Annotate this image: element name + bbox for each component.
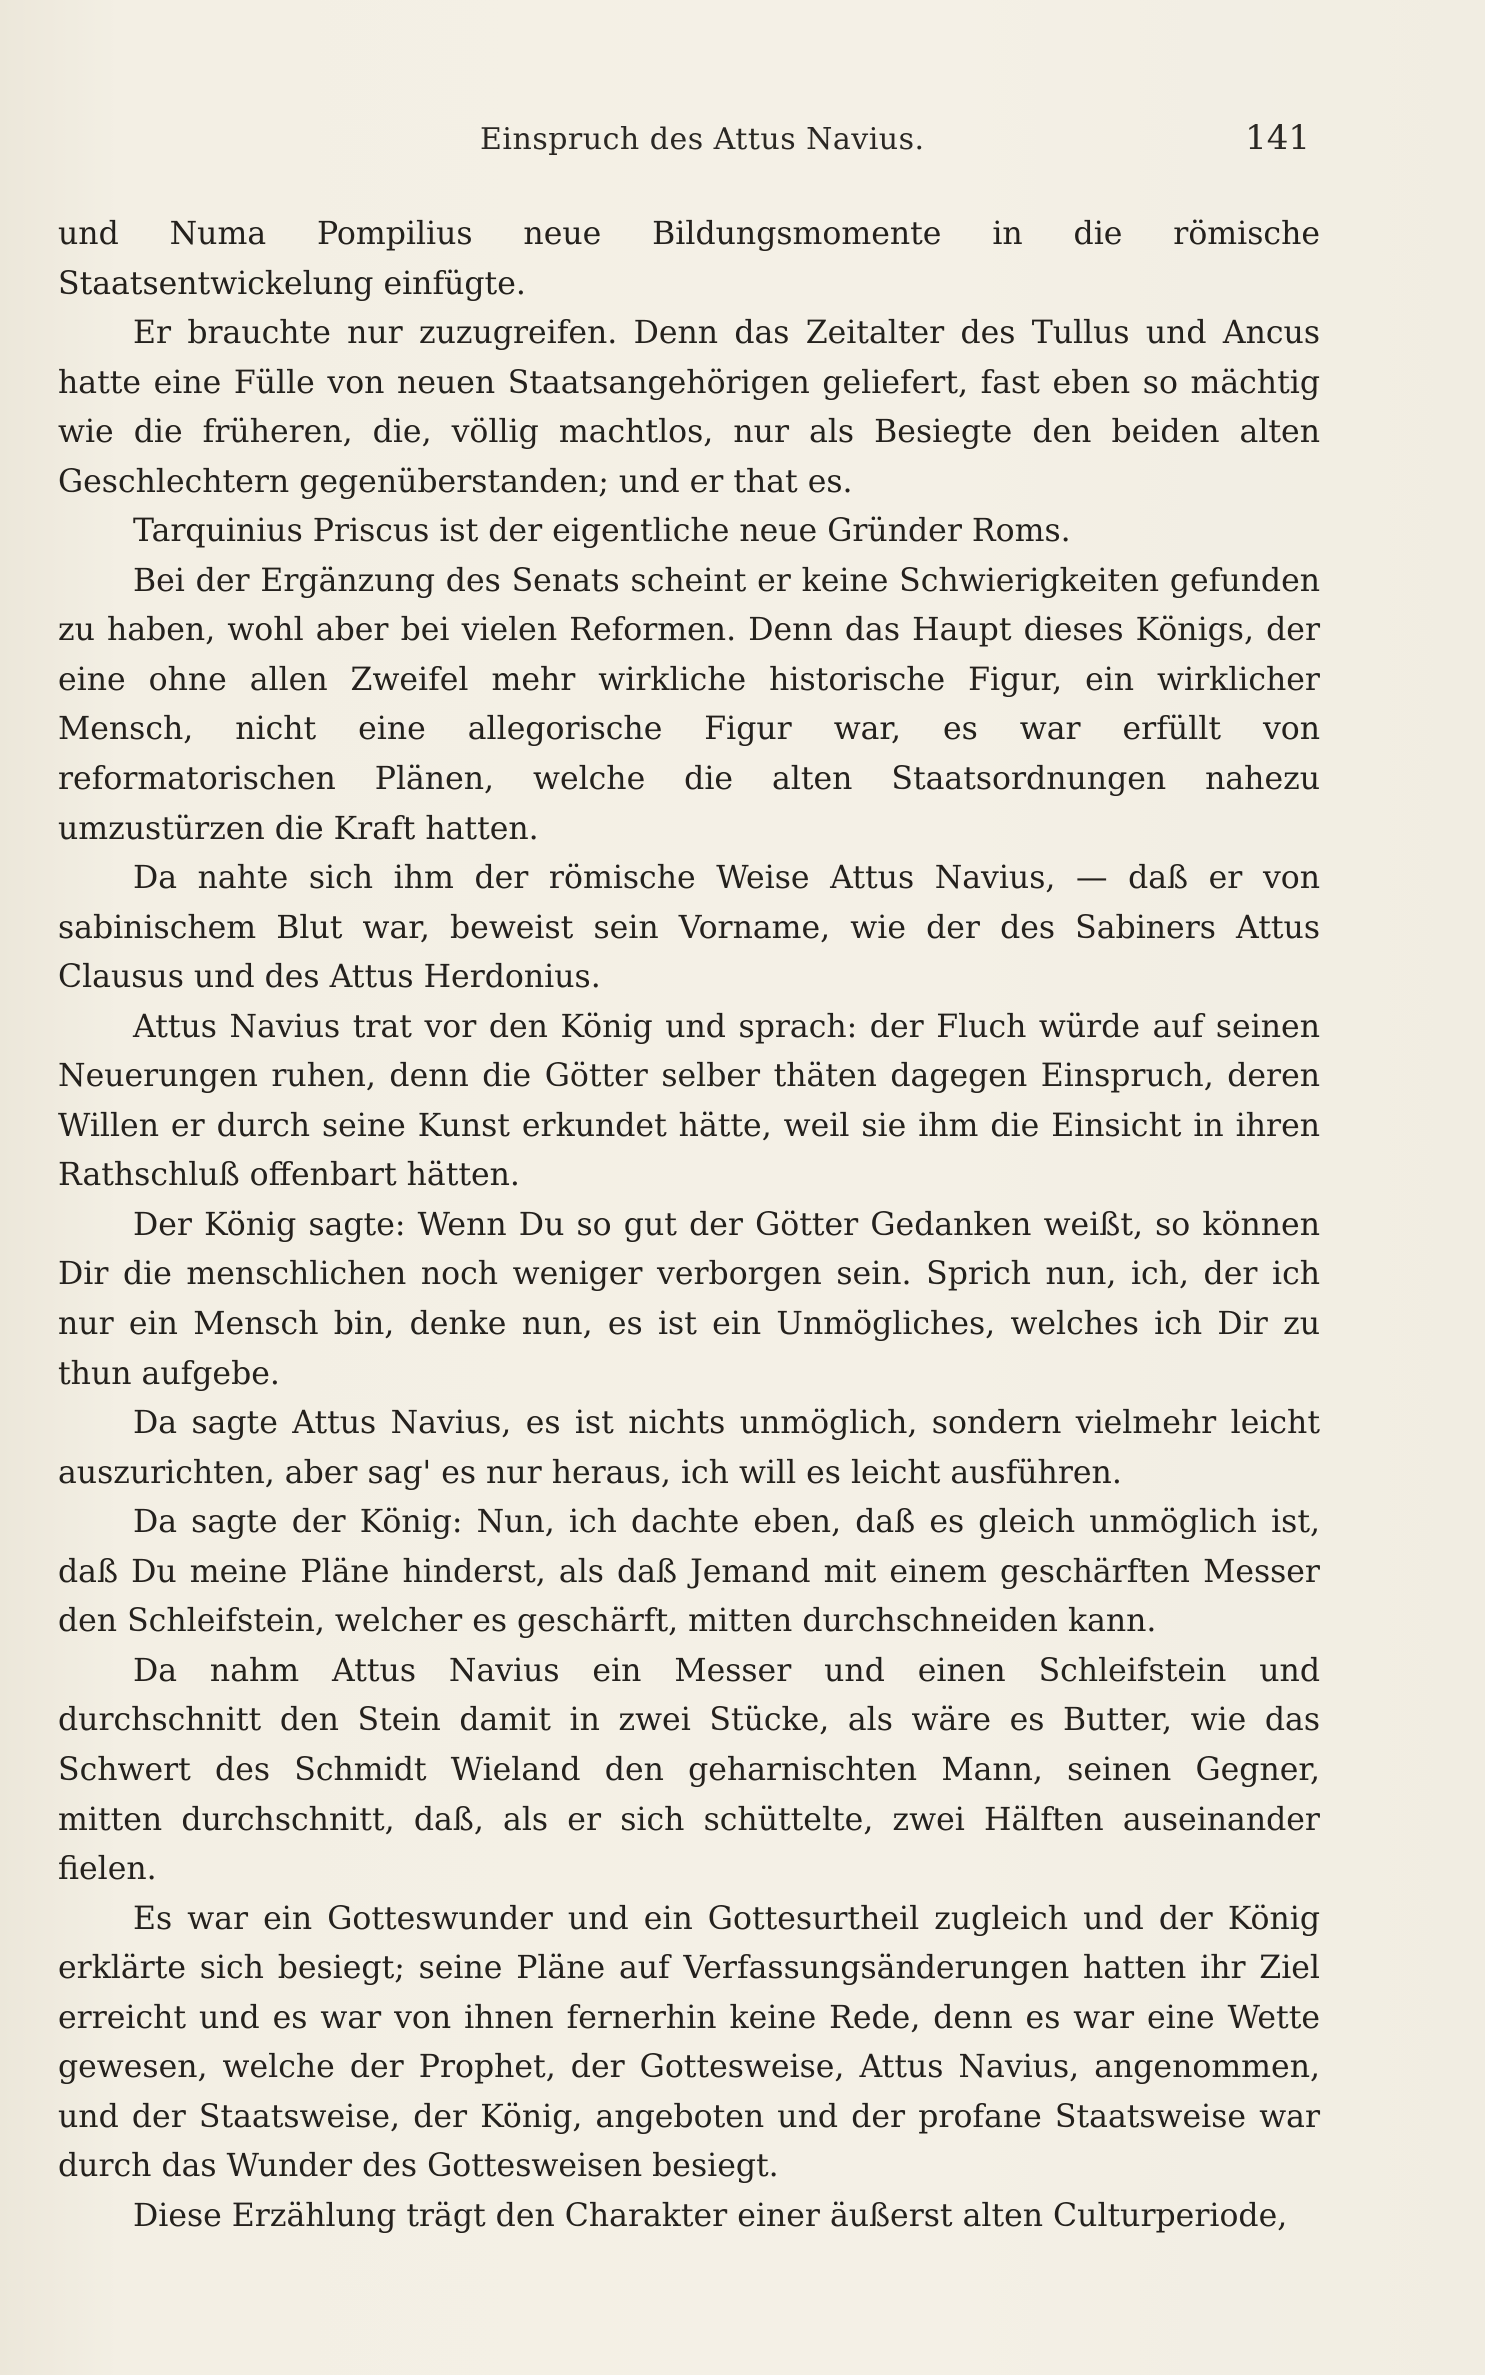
paragraph: Da nahte sich ihm der römische Weise Attus Navius, — daß er von sabinischem Blut war, beweist sein Vorname, wie der des Sabiners Attus Clausus und des Attus Herdonius. [58,860,1320,996]
paragraph: Er brauchte nur zuzugreifen. Denn das Zeitalter des Tullus und Ancus hatte eine Fülle von neuen Staatsangehörigen geliefert, fast eben so mächtig wie die früheren, die, völlig machtlos, nur als Besiegte den beiden alten Geschlechtern gegenüberstanden; und er that es. [58,315,1320,500]
paragraph: Tarquinius Priscus ist der eigentliche neue Gründer Roms. [133,513,1071,550]
paragraph: Der König sagte: Wenn Du so gut der Götter Gedanken weißt, so können Dir die menschlichen noch weniger verborgen sein. Sprich nun, ich, der ich nur ein Mensch bin, denke nun, es ist ein Unmögliches, welches ich Dir zu thun aufgebe. [58,1206,1320,1392]
body-text [58,210,1320,2241]
running-title: Einspruch des Attus Navius. [480,122,925,157]
paragraph: Attus Navius trat vor den König und sprach: der Fluch würde auf seinen Neuerungen ruhen, denn die Götter selber thäten dagegen Einspruch, deren Willen er durch seine Kunst erkundet hätte, weil sie ihm die Einsicht in ihren Rathschluß offenbart hätten. [58,1008,1320,1194]
paragraph: Diese Erzählung trägt den Charakter einer äußerst alten Culturperiode, [133,2197,1288,2234]
paragraph: und Numa Pompilius neue Bildungsmomente in die römische Staatsentwickelung einfügte. [58,216,1320,302]
page-header [60,118,1310,166]
paragraph: Es war ein Gotteswunder und ein Gottesurtheil zugleich und der König erklärte sich besiegt; seine Pläne auf Verfassungsänderungen hatten ihr Ziel erreicht und es war von ihnen fernerhin keine Rede, denn es war eine Wette gewesen, welche der Prophet, der Gottesweise, Attus Navius, angenommen, und der Staatsweise, der König, angeboten und der profane Staatsweise war durch das Wunder des Gottesweisen besiegt. [58,1900,1320,2185]
paragraph: Da sagte Attus Navius, es ist nichts unmöglich, sondern vielmehr leicht auszurichten, aber sag' es nur heraus, ich will es leicht ausführen. [58,1405,1320,1491]
paragraph: Bei der Ergänzung des Senats scheint er keine Schwierigkeiten gefunden zu haben, wohl aber bei vielen Reformen. Denn das Haupt dieses Königs, der eine ohne allen Zweifel mehr wirkliche historische Figur, ein wirklicher Mensch, nicht eine allegorische Figur war, es war erfüllt von reformatorischen Plänen, welche die alten Staatsordnungen nahezu umzustürzen die Kraft hatten. [58,562,1320,847]
paragraph: Da sagte der König: Nun, ich dachte eben, daß es gleich unmöglich ist, daß Du meine Pläne hinderst, als daß Jemand mit einem geschärften Messer den Schleifstein, welcher es geschärft, mitten durchschneiden kann. [58,1504,1320,1640]
paragraph: Da nahm Attus Navius ein Messer und einen Schleifstein und durchschnitt den Stein damit in zwei Stücke, als wäre es Butter, wie das Schwert des Schmidt Wieland den geharnischten Mann, seinen Gegner, mitten durchschnitt, daß, als er sich schüttelte, zwei Hälften auseinander fielen. [58,1652,1320,1888]
page-number: 141 [1245,118,1310,158]
